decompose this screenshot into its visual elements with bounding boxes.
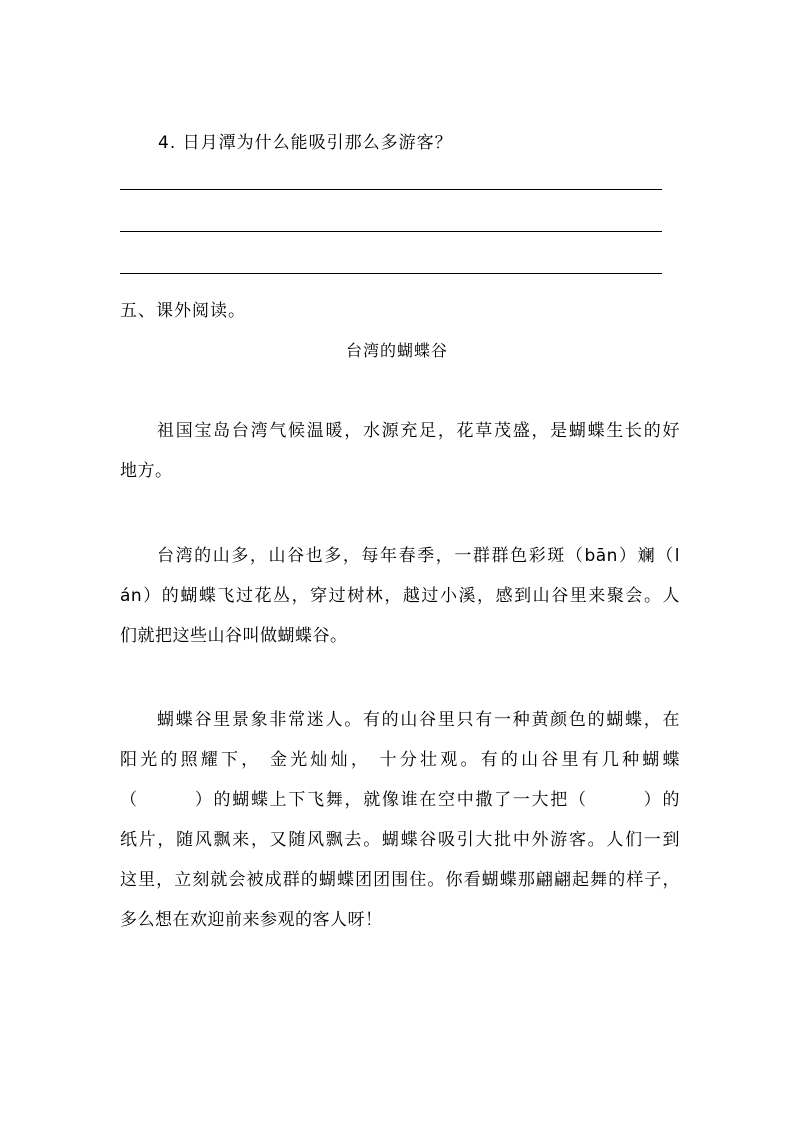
paragraph-line: 们就把这些山谷叫做蝴蝶谷。	[120, 626, 348, 646]
article-paragraph-3	[120, 700, 680, 940]
section-heading: 五、课外阅读。	[120, 301, 246, 321]
answer-line-3	[120, 273, 662, 274]
paragraph-line: 多么想在欢迎前来参观的客人呀！	[120, 910, 383, 930]
question-4: 4. 日月潭为什么能吸引那么多游客？	[158, 133, 453, 153]
article-paragraph-1	[120, 411, 680, 491]
paragraph-line: 台湾的山多，山谷也多，每年春季，一群群色彩斑（bān）斓（l	[157, 546, 680, 566]
paragraph-line: 这里，立刻就会被成群的蝴蝶团团围住。你看蝴蝶那翩翩起舞的样子，	[120, 870, 680, 890]
answer-line-1	[120, 189, 662, 190]
paragraph-line: án）的蝴蝶飞过花丛，穿过树林，越过小溪，感到山谷里来聚会。人	[120, 586, 680, 606]
article-paragraph-2	[120, 536, 680, 656]
paragraph-line: （ ）的蝴蝶上下飞舞，就像谁在空中撒了一大把（ ）的	[120, 790, 680, 810]
article-title: 台湾的蝴蝶谷	[345, 341, 448, 360]
paragraph-line: 祖国宝岛台湾气候温暖，水源充足，花草茂盛，是蝴蝶生长的好	[157, 421, 680, 441]
paragraph-line: 阳光的照耀下， 金光灿灿， 十分壮观。有的山谷里有几种蝴蝶	[120, 750, 680, 770]
paragraph-line: 纸片，随风飘来，又随风飘去。蝴蝶谷吸引大批中外游客。人们一到	[120, 830, 680, 850]
paragraph-line: 蝴蝶谷里景象非常迷人。有的山谷里只有一种黄颜色的蝴蝶，在	[157, 710, 680, 730]
answer-line-2	[120, 231, 662, 232]
paragraph-line: 地方。	[120, 461, 173, 481]
